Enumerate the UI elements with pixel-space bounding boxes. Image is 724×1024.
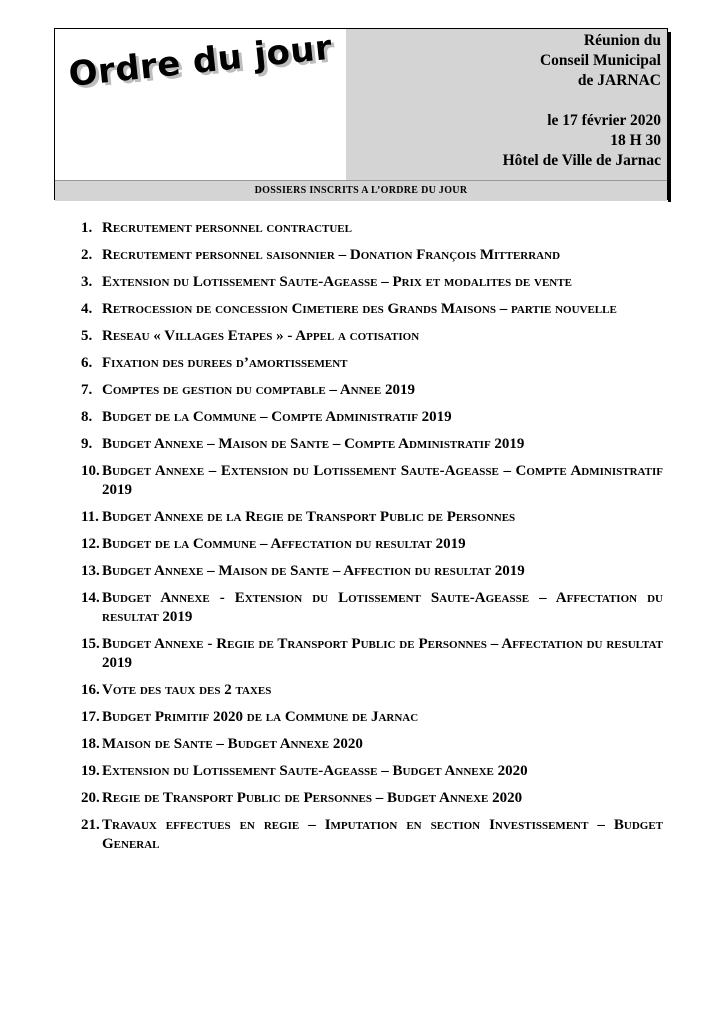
agenda-item-number: 21. <box>81 817 100 833</box>
agenda-item-number: 8. <box>81 409 93 425</box>
header-box <box>54 28 668 200</box>
agenda-item-text: Comptes de gestion du comptable – Annee 2019 <box>102 382 415 398</box>
agenda-item <box>81 816 663 854</box>
agenda-item-text: Budget Annexe de la Regie de Transport Public de Personnes <box>102 509 516 525</box>
agenda-item <box>81 219 663 238</box>
agenda-item <box>81 508 663 527</box>
agenda-item <box>81 408 663 427</box>
meeting-time: 18 H 30 <box>610 132 661 149</box>
agenda-item-text: Budget Annexe - Regie de Transport Public de Personnes – Affectation du resultat 2019 <box>102 636 663 671</box>
agenda-item-number: 13. <box>81 563 100 579</box>
agenda-item-number: 20. <box>81 790 100 806</box>
meeting-line-1: Réunion du <box>583 32 661 49</box>
agenda-item-number: 4. <box>81 301 93 317</box>
agenda-item <box>81 762 663 781</box>
meeting-location: Hôtel de Ville de Jarnac <box>502 152 661 169</box>
agenda-item <box>81 735 663 754</box>
agenda-item-number: 6. <box>81 355 93 371</box>
agenda-item-number: 12. <box>81 536 100 552</box>
title-area <box>55 29 346 180</box>
agenda-item-number: 17. <box>81 709 100 725</box>
agenda-item-text: Recrutement personnel contractuel <box>102 220 352 236</box>
meeting-info <box>346 29 667 180</box>
agenda-item <box>81 435 663 454</box>
agenda-item <box>81 789 663 808</box>
section-subheader: DOSSIERS INSCRITS A L’ORDRE DU JOUR <box>55 180 667 201</box>
agenda-item-number: 2. <box>81 247 93 263</box>
agenda-item-number: 10. <box>81 463 100 479</box>
meeting-line-2: Conseil Municipal <box>539 52 661 69</box>
agenda-item <box>81 635 663 673</box>
agenda-item <box>81 327 663 346</box>
meeting-date: le 17 février 2020 <box>547 112 661 129</box>
agenda-item-text: Travaux effectues en regie – Imputation en section Investissement – Budget General <box>102 817 663 852</box>
agenda-item-number: 19. <box>81 763 100 779</box>
agenda-item <box>81 246 663 265</box>
agenda-item-text: Maison de Sante – Budget Annexe 2020 <box>102 736 363 752</box>
agenda-item <box>81 462 663 500</box>
agenda-item-text: Budget Annexe – Extension du Lotissement Saute-Ageasse – Compte Administratif 2019 <box>102 463 663 498</box>
agenda-item-text: Vote des taux des 2 taxes <box>102 682 272 698</box>
agenda-item <box>81 273 663 292</box>
agenda-item-text: Reseau « Villages Etapes » - Appel a cotisation <box>102 328 420 344</box>
agenda-item <box>81 354 663 373</box>
agenda-item <box>81 535 663 554</box>
agenda-item-number: 15. <box>81 636 100 652</box>
agenda-list <box>81 219 663 862</box>
agenda-item-text: Budget Annexe – Maison de Sante – Compte Administratif 2019 <box>102 436 525 452</box>
agenda-item-number: 3. <box>81 274 93 290</box>
agenda-item <box>81 562 663 581</box>
agenda-item-number: 5. <box>81 328 93 344</box>
agenda-item <box>81 681 663 700</box>
agenda-item-text: Fixation des durees d’amortissement <box>102 355 348 371</box>
agenda-item-number: 16. <box>81 682 100 698</box>
agenda-item <box>81 708 663 727</box>
agenda-item-text: Extension du Lotissement Saute-Ageasse – Prix et modalites de vente <box>102 274 572 290</box>
agenda-item <box>81 300 663 319</box>
agenda-item-text: Regie de Transport Public de Personnes – Budget Annexe 2020 <box>102 790 523 806</box>
agenda-item-number: 1. <box>81 220 93 236</box>
agenda-item-text: Recrutement personnel saisonnier – Donation François Mitterrand <box>102 247 561 263</box>
agenda-item-text: Budget Annexe - Extension du Lotissement Saute-Ageasse – Affectation du resultat 2019 <box>102 590 663 625</box>
agenda-item-text: Budget de la Commune – Compte Administratif 2019 <box>102 409 452 425</box>
agenda-item-text: Extension du Lotissement Saute-Ageasse – Budget Annexe 2020 <box>102 763 528 779</box>
agenda-item-text: Retrocession de concession Cimetiere des Grands Maisons – partie nouvelle <box>102 301 617 317</box>
agenda-item <box>81 589 663 627</box>
agenda-item-text: Budget de la Commune – Affectation du resultat 2019 <box>102 536 466 552</box>
agenda-item-number: 7. <box>81 382 93 398</box>
agenda-item-number: 11. <box>81 509 99 525</box>
page-title: Ordre du jour <box>66 27 335 96</box>
agenda-item-number: 9. <box>81 436 93 452</box>
agenda-item-number: 18. <box>81 736 100 752</box>
agenda-item <box>81 381 663 400</box>
meeting-line-3: de JARNAC <box>577 72 661 89</box>
agenda-item-text: Budget Annexe – Maison de Sante – Affection du resultat 2019 <box>102 563 525 579</box>
agenda-item-number: 14. <box>81 590 100 606</box>
agenda-item-text: Budget Primitif 2020 de la Commune de Jarnac <box>102 709 419 725</box>
